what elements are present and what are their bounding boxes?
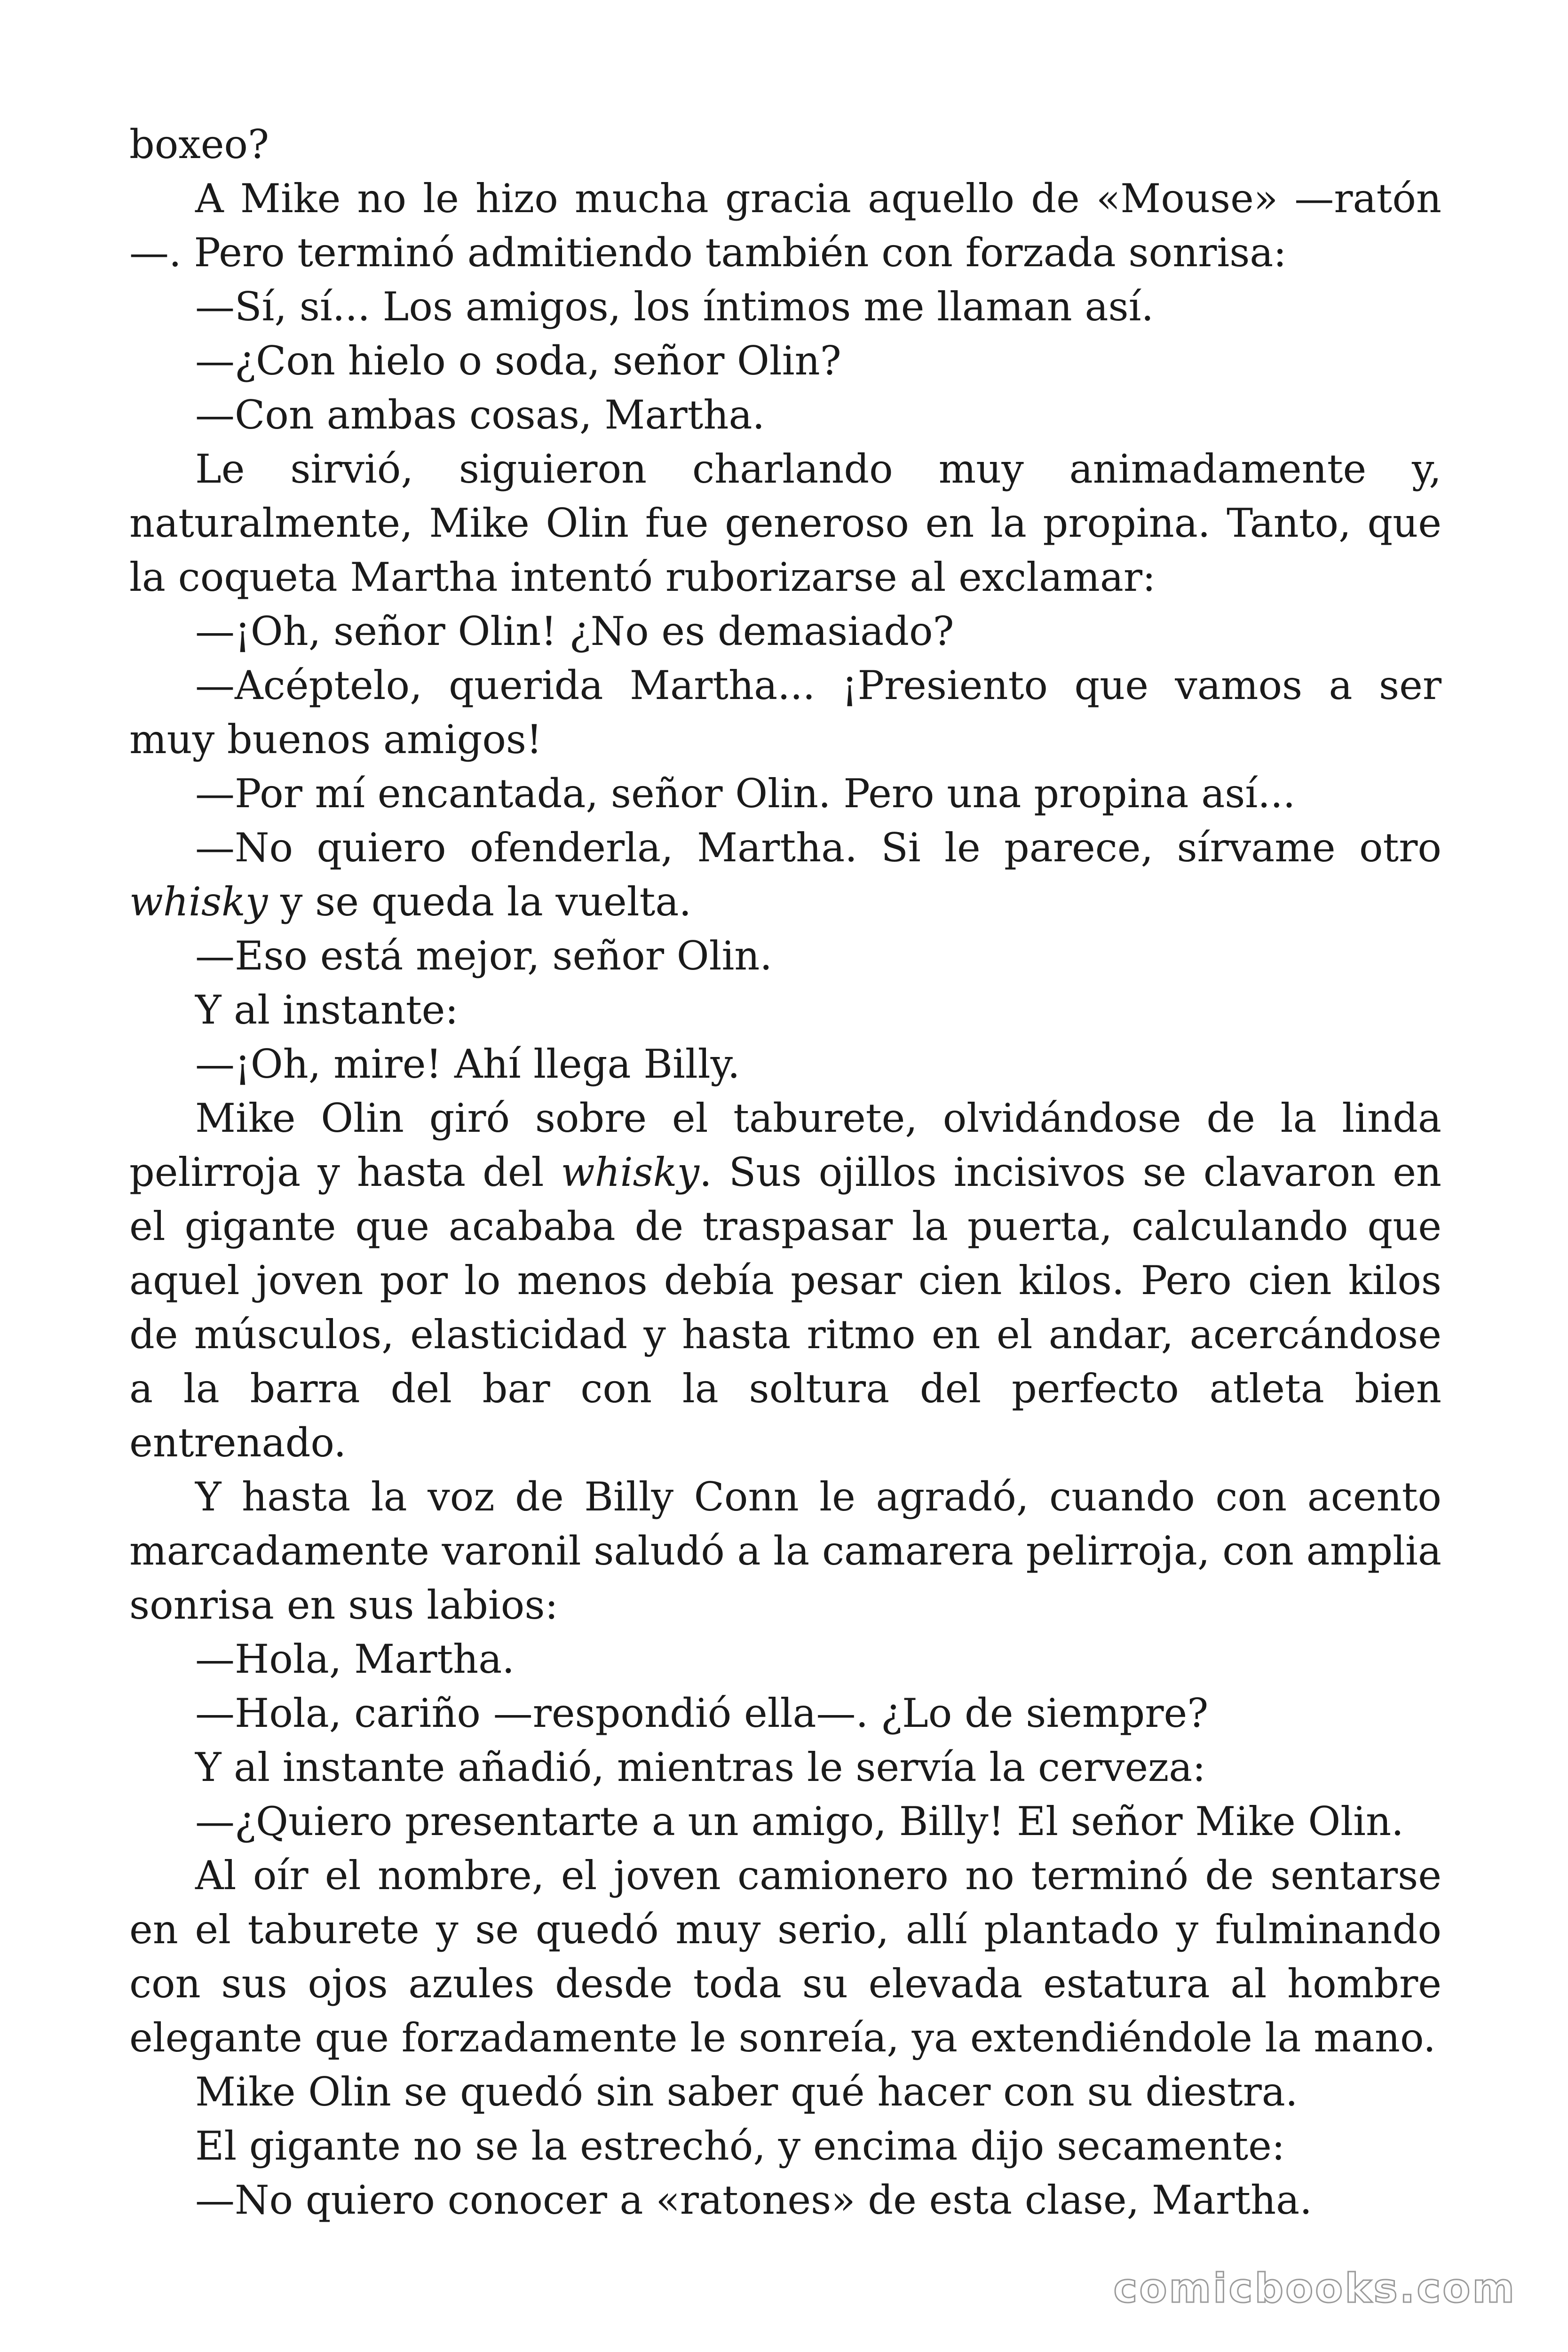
text-run: . Sus ojillos incisivos se clavaron en el gigante que acababa de traspasar la puerta, calculando que aquel joven por lo menos debía pesar cien kilos. Pero cien kilos de músculos, elasticidad y hasta ritmo en el andar, acercándose a la barra del bar con la soltura del perfecto atleta bien entrenado. bbox=[129, 1149, 1442, 1466]
paragraph bbox=[129, 659, 1441, 767]
text-run: —Con ambas cosas, Martha. bbox=[195, 392, 765, 438]
paragraph bbox=[129, 118, 1441, 172]
paragraph bbox=[129, 2173, 1441, 2227]
body-text bbox=[129, 118, 1441, 2227]
text-run: Le sirvió, siguieron charlando muy animadamente y, naturalmente, Mike Olin fue generoso en la propina. Tanto, que la coqueta Martha intentó ruborizarse al exclamar: bbox=[129, 446, 1441, 600]
text-run: —¿Con hielo o soda, señor Olin? bbox=[195, 338, 841, 384]
paragraph bbox=[129, 1091, 1441, 1470]
text-run: —¡Oh, mire! Ahí llega Billy. bbox=[195, 1041, 740, 1087]
text-run: Mike Olin se quedó sin saber qué hacer con su diestra. bbox=[195, 2069, 1298, 2115]
paragraph bbox=[129, 604, 1441, 659]
paragraph bbox=[129, 334, 1441, 388]
text-run: Y al instante añadió, mientras le servía la cerveza: bbox=[195, 1744, 1206, 1790]
italic-text: whisky bbox=[129, 879, 268, 925]
paragraph bbox=[129, 1849, 1441, 2065]
text-run: —Sí, sí... Los amigos, los íntimos me llaman así. bbox=[195, 284, 1154, 330]
paragraph bbox=[129, 1037, 1441, 1091]
text-run: y se queda la vuelta. bbox=[268, 879, 692, 925]
paragraph bbox=[129, 983, 1441, 1037]
text-run: —No quiero conocer a «ratones» de esta clase, Martha. bbox=[195, 2177, 1312, 2223]
text-run: Y al instante: bbox=[195, 987, 459, 1033]
text-run: —Hola, Martha. bbox=[195, 1636, 515, 1682]
text-run: —Acéptelo, querida Martha... ¡Presiento que vamos a ser muy buenos amigos! bbox=[129, 662, 1441, 763]
text-run: —Eso está mejor, señor Olin. bbox=[195, 933, 773, 979]
text-run: Y hasta la voz de Billy Conn le agradó, cuando con acento marcadamente varonil saludó a la camarera pelirroja, con amplia sonrisa en sus labios: bbox=[129, 1474, 1441, 1628]
paragraph bbox=[129, 821, 1441, 929]
italic-text: whisky bbox=[561, 1149, 699, 1195]
text-run: —¡Oh, señor Olin! ¿No es demasiado? bbox=[195, 608, 954, 654]
text-run: Mike Olin giró sobre el taburete, olvidándose de la linda pelirroja y hasta del bbox=[129, 1095, 1441, 1195]
text-run: Al oír el nombre, el joven camionero no terminó de sentarse en el taburete y se quedó muy serio, allí plantado y fulminando con sus ojos azules desde toda su elevada estatura al hombre elegante que forzadamente le sonreía, ya extendiéndole la mano. bbox=[129, 1852, 1441, 2061]
text-run: —No quiero ofenderla, Martha. Si le parece, sírvame otro bbox=[195, 825, 1441, 871]
text-run: —¿Quiero presentarte a un amigo, Billy! El señor Mike Olin. bbox=[195, 1798, 1404, 1844]
paragraph bbox=[129, 280, 1441, 334]
text-run: El gigante no se la estrechó, y encima dijo secamente: bbox=[195, 2123, 1285, 2169]
text-run: —Por mí encantada, señor Olin. Pero una propina así... bbox=[195, 771, 1296, 817]
paragraph bbox=[129, 442, 1441, 604]
paragraph bbox=[129, 172, 1441, 280]
paragraph bbox=[129, 1470, 1441, 1632]
paragraph bbox=[129, 2119, 1441, 2173]
paragraph bbox=[129, 1632, 1441, 1686]
text-run: boxeo? bbox=[129, 121, 269, 167]
paragraph bbox=[129, 1686, 1441, 1740]
paragraph bbox=[129, 929, 1441, 983]
text-run: A Mike no le hizo mucha gracia aquello de «Mouse» —ratón—. Pero terminó admitiendo también con forzada sonrisa: bbox=[129, 175, 1441, 276]
paragraph bbox=[129, 1740, 1441, 1795]
watermark: comicbooks.com bbox=[1113, 2265, 1516, 2312]
text-run: —Hola, cariño —respondió ella—. ¿Lo de siempre? bbox=[195, 1690, 1209, 1736]
paragraph bbox=[129, 388, 1441, 442]
paragraph bbox=[129, 1795, 1441, 1849]
paragraph bbox=[129, 2065, 1441, 2119]
paragraph bbox=[129, 767, 1441, 821]
